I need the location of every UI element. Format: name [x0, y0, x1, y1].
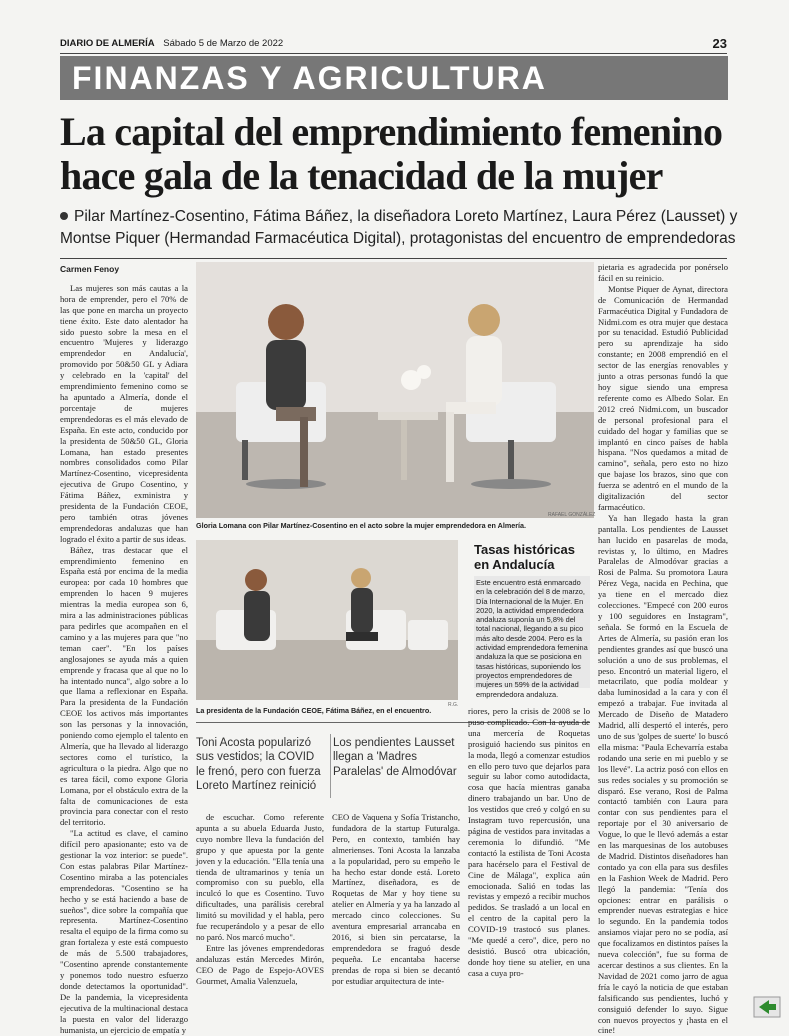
pull-quote-divider — [330, 734, 331, 798]
speaker-scene-image — [196, 540, 458, 700]
paragraph: Ya han llegado hasta la gran pantalla. Los pendientes de Lausset han lucido en pasarelas de moda, revistas y, lo último, en Madres Paralelas de Almodóvar gracias a Rosi de Palma. Su promotora Laura Pérez Vega, nacida en Pechina, que ya tiene en el mercado diez colecciones. "Empecé con 200 euros y 100 seguidores en Instagram", señala. Se formó en la Escuela de Artes de Almería, su pasión eran los pendientes grandes así que buscó una solución a uno de sus problemas, el peso. Encontró un material ligero, el metacrilato, que podía moldear y daba luminosidad a la cara y con él empezó a trabajar. Fue invitada al Mercado de Diseño de Matadero Madrid, allí despertó el interés, pero uno de sus 'golpes de suerte' lo buscó ella misma: "Paula Echevarría estaba rodando una serie en mi pueblo y se los llevé". La actriz posó con ellos en sus redes sociales y su promoción se disparó. Ese verano, Rosi de Palma contactó también con Laura para contar con sus pendientes para el reportaje por el 30 aniversario de Vogue, lo que le llevó además a estar en las marquesinas de los autobuses de Madrid. Distintos diseñadores han contado ya con ella para sus desfiles en la Fashion Week de Madrid. Pero llegó la pandemia: "Tenía dos opciones: entrar en parálisis o emprender nuevas estrategias e hice lo segundo. En la pandemia todos ansiamos viajar pero no se podía, así que focalizamos en distintos países la nueva colección", fue su forma de acercar destinos a sus clientes. En la Navidad de 2021 como jarro de agua fría le cayó la noticia de que estaban falsificando sus pendientes, luchó y consiguió defender lo suyo. Sigue con nuevos proyectos y ¡hasta en el cine! — [598, 512, 728, 1036]
header-rule — [60, 53, 727, 54]
photo-credit: RAFAEL GONZÁLEZ — [548, 512, 596, 518]
page-number: 23 — [712, 36, 727, 51]
main-photo — [196, 262, 594, 518]
article-column-4 — [468, 706, 590, 1004]
page-header — [60, 38, 727, 52]
section-banner — [60, 56, 728, 100]
photo-credit: R.G. — [448, 702, 459, 708]
interview-scene-image — [196, 262, 594, 518]
sidebar-body: Este encuentro está enmarcado en la celebración del 8 de marzo, Día Internacional de la Mujer. En 2020, la actividad emprendedora andaluza suponía un 5,8% del total nacional, llegando a su pico más alto desde 2004. Pero es la actividad emprendedora femenina andaluza la que se posiciona en tasas históricas, suponiendo los proyectos emprendedores de mujeres un 59% de la actividad emprendedora andaluza. — [474, 576, 590, 688]
article-column-1 — [60, 264, 188, 1035]
sidebar-title: Tasas históricas en Andalucía — [474, 542, 575, 572]
paragraph: pietaria es agradecida por ponérselo fácil en su reinicio. — [598, 262, 728, 283]
subheadline — [60, 206, 740, 250]
pull-quote: Los pendientes Lausset llegan a 'Madres Paralelas' de Almodóvar — [333, 737, 457, 778]
issue-date: Sábado 5 de Marzo de 2022 — [163, 38, 284, 49]
paragraph: Entre las jóvenes emprendedoras andaluzas están Mercedes Mirón, CEO de Pago de Espejo-AOVES Gourmet, Amalia Valenzuela, — [196, 942, 324, 986]
photo-caption: La presidenta de la Fundación CEOE, Fátima Báñez, en el encuentro. — [196, 706, 432, 715]
subheadline-text: Pilar Martínez-Cosentino, Fátima Báñez, la diseñadora Loreto Martínez, Laura Pérez (Lausset) y Montse Piquer (Hermandad Farmacéutica Digital), protagonistas del encuentro de emprendedoras — [60, 208, 738, 247]
paragraph: CEO de Vaquena y Sofía Tristancho, fundadora de la startup Futuralga. Pero, en contexto, también hay almerienses. Toni Acosta la lanzaba a la popularidad, pero su empeño le ha hecho estar donde está. Loreto Martínez, diseñadora, es de Roquetas de Mar y hoy tiene su atelier en Almería y ya ha lanzado al mercado cinco colecciones. Su aventura empresarial arrancaba en 2016, si bien sin percatarse, la emprendedora se fraguó desde pequeña. Le encantaba hacerse prendas de ropa si bien se decantó por estudiar arquitectura de inte- — [332, 812, 460, 986]
byline: Carmen Fenoy — [60, 264, 120, 274]
next-page-icon[interactable] — [753, 996, 781, 1018]
paragraph: "La actitud es clave, el camino difícil pero apasionante; esto va de gestionar la voz interior: se puede". Con estas palabras Pilar Martínez-Cosentino miraba a las potenciales emprendedoras. "Cosentino se ha hecho y se está haciendo a base de sueños", dice sobre la compañía que representa. Martínez-Cosentino resalta el equipo de la firma como su gran fortaleza y este está compuesto de más de 5.500 trabajadores, "Cosentino aprende constantemente y ponemos todo nuestro esfuerzo donde detectamos la oportunidad". De la pandemia, la vicepresidenta ejecutiva de la multinacional destaca la puesta en valor del liderazgo humanista, un ejercicio de empatía y — [60, 828, 188, 1035]
bullet-icon — [60, 212, 68, 220]
secondary-photo — [196, 540, 458, 700]
headline: La capital del emprendimiento femenino hace gala de la tenacidad de la mujer — [60, 109, 723, 198]
photo-caption: Gloria Lomana con Pilar Martínez-Cosentino en el acto sobre la mujer emprendedora en Almería. — [196, 521, 527, 530]
paragraph: de escuchar. Como referente apunta a su abuela Eduarda Justo, cuyo nombre lleva la fundación del grupo y que apuesta por la gente joven y la educación. "Ella tenía una tienda de ultramarinos y tenía un compromiso con su pueblo, ella inculcó lo que es Cosentino. Tuvo dificultades, una parálisis cerebral limitó su movilidad y el habla, pero fue recuperándolo y a pesar de ello no paró. Nos marcó mucho". — [196, 812, 324, 942]
newspaper-name: DIARIO DE ALMERÍA — [60, 38, 155, 49]
paragraph: riores, pero la crisis de 2008 se lo puso complicado. Con la ayuda de una mercería de Roquetas prosiguió haciendo sus pinitos en la moda, llegó a comenzar estudios en ello pero tuvo que dejarlos para seguir su labor como autodidacta, cosa que hacía mientras ganaba dinero trabajando un bar. Uno de los vestidos que creó y colgó en su Instagram tuvo repercusión, una página de vestidos para invitadas a ceremonia lo difundió. "Me contactó la estilista de Toni Acosta para hacérselo para el Festival de Cine de Málaga", explica aún emocionada. Salió en todas las revistas y empezó a recibir muchos pedidos. Se trasladó a un local en el centro de la capital pero la COVID-19 trastocó sus planes. "Me quedé a cero", dice, pero no desistió. Buscó otra ubicación, donde hoy tiene su atelier, en una casa a cuya pro- — [468, 706, 590, 978]
pull-quote: Toni Acosta popularizó sus vestidos; la COVID le frenó, pero con fuerza Loreto Martínez reinició — [196, 737, 321, 792]
divider-rule — [60, 258, 727, 259]
article-column-3 — [332, 812, 460, 1004]
article-column-5 — [598, 262, 728, 1036]
article-column-2 — [196, 812, 324, 1004]
paragraph: Montse Piquer de Aynat, directora de Comunicación de Hermandad Farmacéutica Digital y Fundadora de Nidmi.com es otra mujer que destaca por su tenacidad. Estudió Publicidad pero su aprendizaje ha sido constante; en 2008 emprendió en el sector de las energías renovables y junto a otras personas fundó la que hoy sigue siendo una empresa referente como es Albedo Solar. En 2012 creó Nidmi.com, un buscador de personal profesional para el cuidado del hogar y familias que se implantó en cinco países de habla hispana. "Nos quedamos a mitad de camino", señala, pero esto no hizo que bajase los brazos, sino que con fuerza se adentró en el mundo de la digitalización del sector farmacéutico. — [598, 283, 728, 512]
paragraph: Las mujeres son más cautas a la hora de emprender, pero el 70% de las que pone en marcha un proyecto tiene éxito. Este dato alentador ha sido puesto sobre la mesa en el encuentro 'Mujeres y liderazgo emprendedor en Andalucía', promovido por 50&50 GL y Adiara y celebrado en la 'capital' del emprendimiento femenino como se ha apuntado a Almería, donde el porcentaje de mujeres emprendedoras es el más elevado de España. En este acto, conducido por la presidenta de 50&50 GL, Gloria Lomana, han estado presentes nombres consolidados como Pilar Martínez-Cosentino, vicepresidenta ejecutiva de Grupo Cosentino, y Fátima Báñez, exministra y presidenta de la Fundación CEOE, pero también otras jóvenes emprendedoras andaluzas que han logrado el éxito a partir de sus ideas. — [60, 282, 188, 544]
section-title: FINANZAS Y AGRICULTURA — [72, 60, 547, 96]
paragraph: Báñez, tras destacar que el emprendimiento femenino en España está por encima de la media europea: por cada 10 hombres que emprenden lo hacen 9 mujeres mientras la media europea son 6, mira a las administraciones públicas para pedirles que acompañen en el camino y a las mujeres para que "no teman caer". "En los países anglosajones se ayuda más a quien emprende y fracasa que al que no lo ha intentado nunca", algo sobre a lo que llama a reflexionar en España. Para la presidenta de la Fundación CEOE los activos más importantes son las personas y la innovación, poniendo como ejemplo el talento en Almería, que ha llevado al liderazgo sectores como el turístico, la agricultura o la piedra. Algo que no es tarea fácil, como expone Gloria Lomana, por el obstáculo extra de la falta de comunicaciones de esta provincia para conectar con el resto del territorio. — [60, 544, 188, 828]
